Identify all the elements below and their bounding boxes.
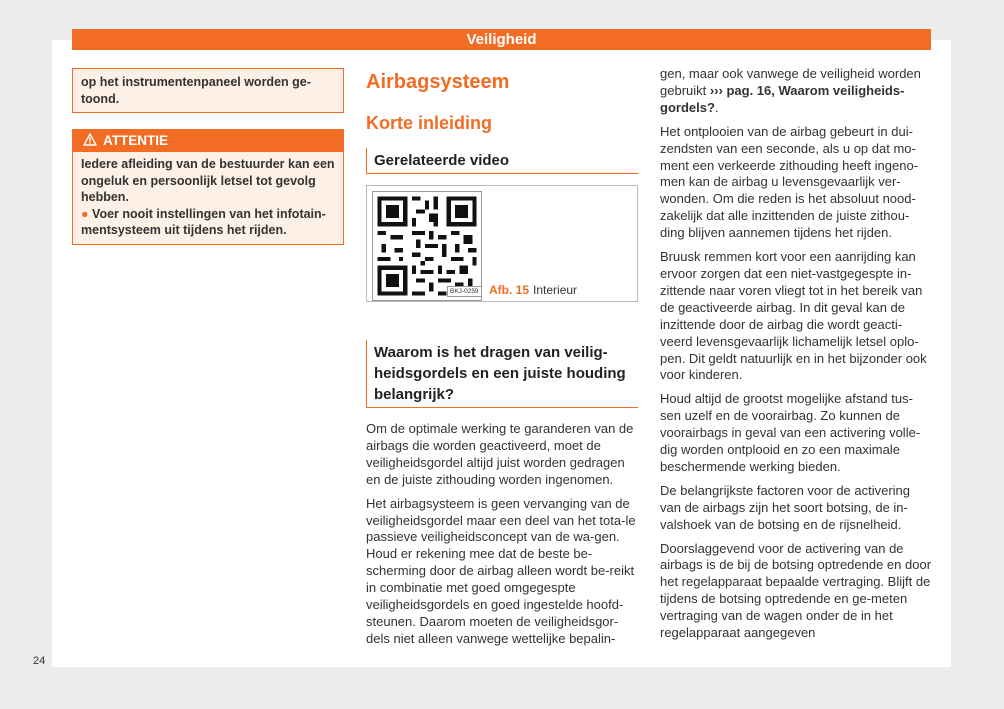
attention-label: ATTENTIE (103, 133, 168, 148)
paragraph: Doorslaggevend voor de activering van de airbags is de bij de botsing optredende en door het regelapparaat bepaalde vertraging. Blijft de tijdens de botsing optredende en ge-meten vertraging van de wagen onder de in het regelapparaat aangegeven (660, 540, 932, 641)
attention-box (72, 129, 344, 245)
attention-bullet (81, 206, 335, 239)
note-box: op het instrumentenpaneel worden ge-toond. (72, 68, 344, 113)
paragraph: Het airbagsysteem is geen vervanging van de veiligheidsgordel maar een deel van het tota-le passieve veiligheidsconcept van de wa-gen. Houd er rekening mee dat de beste be-scherming door de airbag alleen wordt be-reikt in combinatie met goed omgegespte veiligheidsgordels en goed ingestelde hoofd-steunen. Daarom moeten de veiligheidsgor-dels niet alleen vanwege wettelijke bepalin- (366, 495, 636, 646)
section-header: Veiligheid (72, 29, 931, 50)
page-number: 24 (33, 655, 46, 667)
paragraph: Om de optimale werking te garanderen van de airbags die worden geactiveerd, moet de veiligheidsgordel altijd juist worden gedragen en de juiste zithouding worden ingenomen. (366, 421, 634, 487)
paragraph-end: . (714, 99, 719, 115)
paragraph: Houd altijd de grootst mogelijke afstand tus-sen uzelf en de voorairbag. Zo kunnen de voorairbags in geval van een activering volle-dig worden ontplooid en zo een maximale beschermende werking bieden. (660, 391, 921, 474)
attention-bullet-text: Voer nooit instellingen van het infotain-mentsysteem uit tijdens het rijden. (81, 206, 326, 237)
paragraph: Bruusk remmen kort voor een aanrijding kan ervoor zorgen dat een niet-vastgegespte in-zittende naar voren vliegt tot in het bereik van de geactiveerde airbag. In dit geval kan de inzittende door de airbag die wordt geacti-veerd levensgevaarlijk lichamelijk letsel oplo-pen. Dit geldt natuurlijk en in het bijzonder ook voor kinderen. (660, 249, 927, 383)
chapter-title: Airbagsysteem (366, 71, 510, 93)
video-figure (366, 185, 638, 302)
left-column (72, 68, 344, 245)
paragraph-text: gen, maar ook vanwege de veiligheid worden gebruikt (660, 66, 921, 98)
warning-icon (83, 133, 97, 146)
attention-header (73, 130, 343, 152)
middle-text (366, 421, 638, 648)
paragraph: Het ontplooien van de airbag gebeurt in dui-zendsten van een seconde, als u op dat mo-ment een verkeerde zithouding heeft ingeno-men kan de airbag u levensgevaarlijk ver-wonden. Om die reden is het absoluut nood-zakelijk dat alle inzittenden de juiste zithou-ding blijven aannemen tijdens het rijden. (660, 123, 919, 241)
section-subtitle: Korte inleiding (366, 113, 492, 133)
attention-body (73, 152, 343, 244)
page-reference-link[interactable]: ››› pag. 16, Waarom veiligheids-gordels? (660, 82, 905, 115)
qr-code-icon[interactable] (372, 191, 482, 301)
right-column (660, 66, 932, 649)
qr-code-id: BKJ-0259 (447, 286, 482, 297)
paragraph: De belangrijkste factoren voor de activering van de airbags zijn het soort botsing, de in-valshoek van de botsing en de rijsnelheid. (660, 482, 911, 532)
video-heading: Gerelateerde video (366, 148, 638, 174)
paragraph (660, 66, 932, 117)
question-heading: Waarom is het dragen van veilig-heidsgordels en een juiste houding belangrijk? (366, 340, 638, 408)
middle-column (366, 68, 638, 655)
bullet-icon: ● (81, 206, 93, 221)
figure-caption (489, 283, 577, 297)
figure-caption-text: Interieur (533, 283, 578, 297)
attention-text: Iedere afleiding van de bestuurder kan een ongeluk en persoonlijk letsel tot gevolg hebben. (81, 157, 335, 204)
figure-label: Afb. 15 (489, 283, 530, 297)
